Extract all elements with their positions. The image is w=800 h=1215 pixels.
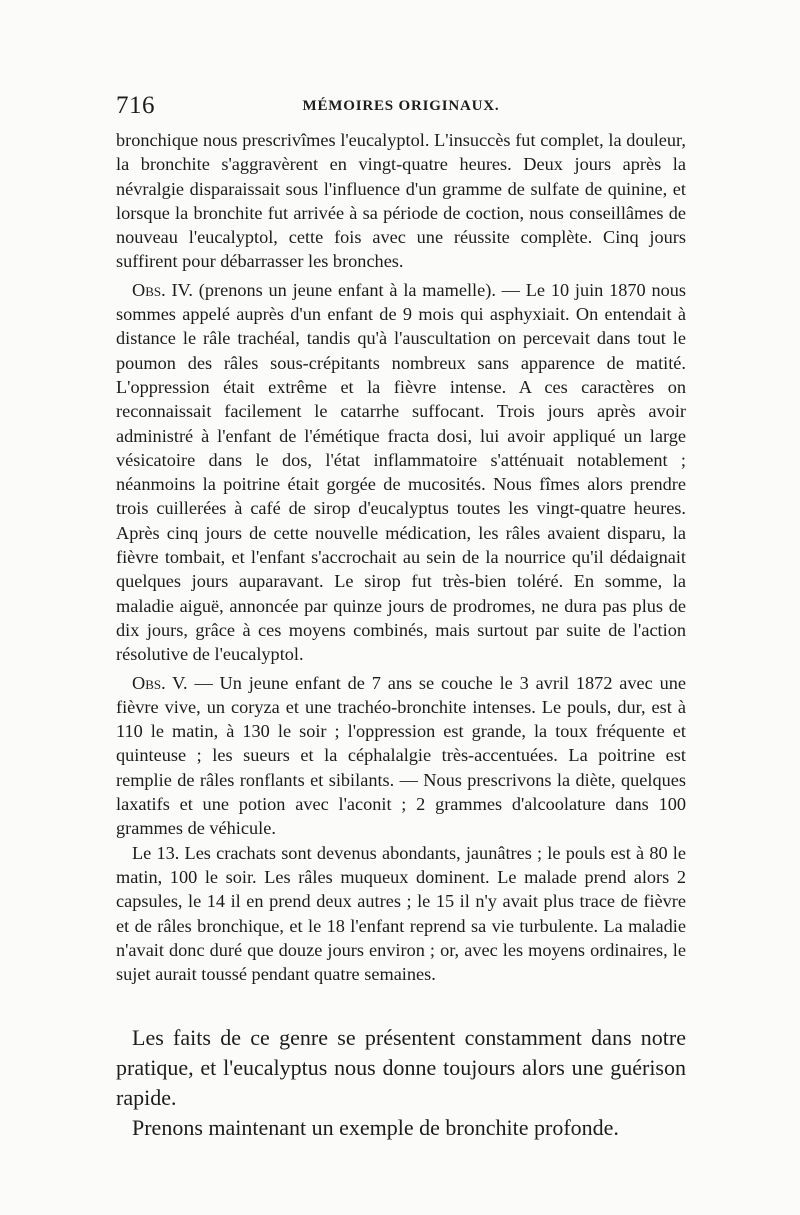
closing-sentence: Prenons maintenant un exemple de bronchite profonde. <box>132 1115 619 1140</box>
obs-5-label: Obs. V. <box>132 672 188 693</box>
closing-text <box>116 1023 686 1143</box>
body-text <box>116 128 686 986</box>
paragraph-obs-5 <box>116 671 686 841</box>
running-head: MÉMOIRES ORIGINAUX. <box>302 98 500 114</box>
obs-4-label: Obs. IV. <box>132 279 193 300</box>
paragraph-continuation: bronchique nous prescrivîmes l'eucalyptol. L'insuccès fut complet, la douleur, la bronchite s'aggravèrent en vingt-quatre heures. Deux jours après la névralgie disparaissait sous l'influence d'un gramme de sulfate de quinine, et lorsque la bronchite fut arrivée à sa période de coction, nous conseillâmes de nouveau l'eucalyptol, cette fois avec une réussite complète. Cinq jours suffirent pour débarrasser les bronches. <box>116 130 686 272</box>
page-number: 716 <box>116 92 155 119</box>
obs-4-text: (prenons un jeune enfant à la mamelle). — Le 10 juin 1870 nous sommes appelé auprès d'un enfant de 9 mois qui asphyxiait. On entendait à distance le râle trachéal, tandis qu'à l'auscultation on percevait dans tout le poumon des râles sous-crépitants nombreux sans apparence de matité. L'oppression était extrême et la fièvre intense. A ces caractères on reconnaissait facilement le catarrhe suffocant. Trois jours après avoir administré à l'enfant de l'émétique fracta dosi, lui avoir appliqué un large vésicatoire dans le dos, l'état inflammatoire s'atténuait notablement ; néanmoins la poitrine était gorgée de mucosités. Nous fîmes alors prendre trois cuillerées à café de sirop d'eucalyptus toutes les vingt-quatre heures. Après cinq jours de cette nouvelle médication, les râles avaient disparu, la fièvre tombait, et l'enfant s'accrochait au sein de la nourrice qu'il dédaignait quelques jours auparavant. Le sirop fut très-bien toléré. En somme, la maladie aiguë, annoncée par quinze jours de prodromes, ne dura pas plus de dix jours, grâce à ces moyens combinés, mais surtout par suite de l'action résolutive de l'eucalyptol. <box>116 279 686 665</box>
obs-5-text: — Un jeune enfant de 7 ans se couche le 3 avril 1872 avec une fièvre vive, un coryza et une trachéo-bronchite intenses. Le pouls, dur, est à 110 le matin, à 130 le soir ; l'oppression est grande, la toux fréquente et quinteuse ; les sueurs et la céphalalgie très-accentuées. La poitrine est remplie de râles ronflants et sibilants. — Nous prescrivons la diète, quelques laxatifs et une potion avec l'aconit ; 2 grammes d'alcoolature dans 100 grammes de véhicule. <box>116 672 687 839</box>
paragraph-obs-4 <box>116 278 686 667</box>
closing-paragraph: Les faits de ce genre se présentent constamment dans notre pratique, et l'eucalyptus nous donne toujours alors une guérison rapide. <box>116 1025 686 1110</box>
page-header <box>116 92 686 122</box>
paragraph-day-13: Le 13. Les crachats sont devenus abondants, jaunâtres ; le pouls est à 80 le matin, 100 le soir. Les râles muqueux dominent. Le malade prend alors 2 capsules, le 14 il en prend deux autres ; le 15 il n'y avait plus trace de fièvre et de râles bronchique, et le 18 l'enfant reprend sa vie turbulente. La maladie n'avait donc duré que douze jours environ ; or, avec les moyens ordinaires, le sujet aurait toussé pendant quatre semaines. <box>116 842 686 985</box>
